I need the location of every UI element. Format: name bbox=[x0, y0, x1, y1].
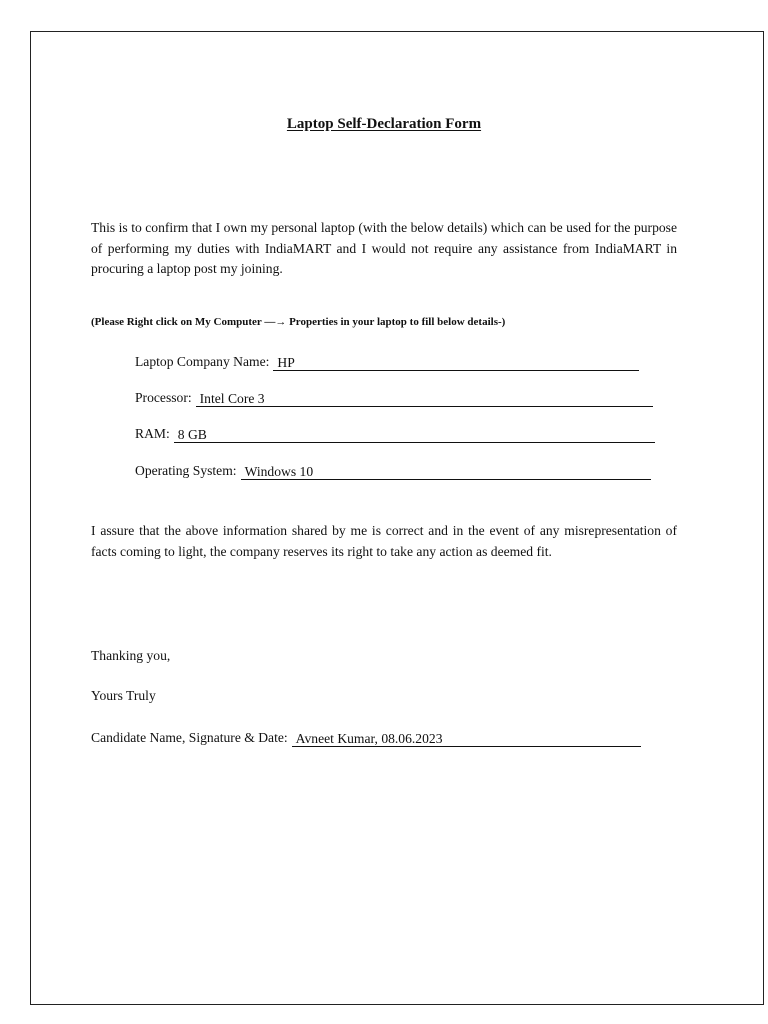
field-operating-system bbox=[135, 462, 651, 480]
field-laptop-company bbox=[135, 353, 639, 371]
form-title: Laptop Self-Declaration Form bbox=[286, 116, 482, 132]
field-value-operating-system[interactable]: Windows 10 bbox=[241, 464, 651, 480]
field-label-laptop-company: Laptop Company Name: bbox=[135, 354, 270, 369]
instruction-note: (Please Right click on My Computer —→ Properties in your laptop to fill below details-) bbox=[91, 316, 506, 328]
field-label-operating-system: Operating System: bbox=[135, 463, 237, 478]
field-value-processor[interactable]: Intel Core 3 bbox=[196, 391, 653, 407]
sign-off-line: Yours Truly bbox=[91, 688, 156, 703]
field-value-candidate[interactable]: Avneet Kumar, 08.06.2023 bbox=[292, 731, 641, 747]
field-label-ram: RAM: bbox=[135, 426, 170, 441]
field-label-candidate: Candidate Name, Signature & Date: bbox=[91, 730, 288, 745]
field-candidate-signature bbox=[91, 729, 641, 747]
intro-paragraph: This is to confirm that I own my personal laptop (with the below details) which can be used for the purpose of performing my duties with IndiaMART and I would not require any assistance from IndiaMART in procuring a laptop post my joining. bbox=[91, 220, 677, 276]
field-processor bbox=[135, 389, 653, 407]
field-label-processor: Processor: bbox=[135, 390, 192, 405]
field-value-laptop-company[interactable]: HP bbox=[273, 355, 639, 371]
page-border bbox=[30, 31, 764, 1005]
closing-line: Thanking you, bbox=[91, 648, 171, 663]
field-value-ram[interactable]: 8 GB bbox=[174, 427, 655, 443]
assurance-paragraph: I assure that the above information shared by me is correct and in the event of any misrepresentation of facts coming to light, the company reserves its right to take any action as deemed fit. bbox=[91, 523, 677, 559]
field-ram bbox=[135, 425, 655, 443]
